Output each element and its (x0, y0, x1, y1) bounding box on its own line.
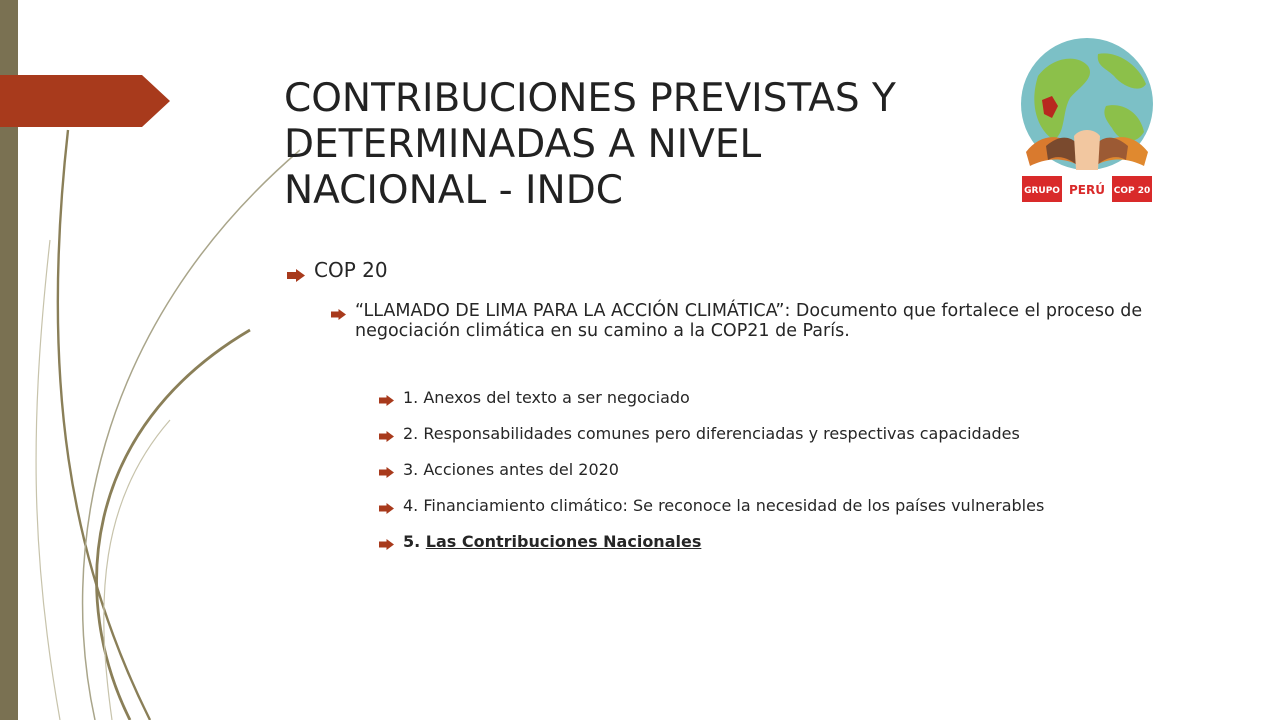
logo-text-peru: PERÚ (1069, 183, 1105, 197)
bullet-text-level1: COP 20 (314, 258, 388, 282)
arrow-right-icon (379, 500, 394, 517)
bullet-text-item: 1. Anexos del texto a ser negociado (403, 388, 690, 407)
list-item (379, 425, 1147, 445)
bullet-list (287, 258, 1147, 569)
arrow-right-icon (379, 428, 394, 445)
grupo-peru-cop20-logo (1018, 36, 1156, 206)
list-item (331, 301, 1147, 341)
list-item (379, 461, 1147, 481)
arrow-right-icon (379, 464, 394, 481)
list-item (379, 533, 1147, 553)
bullet-text-item: 2. Responsabilidades comunes pero diferenciadas y respectivas capacidades (403, 424, 1020, 443)
arrow-right-icon (287, 263, 305, 287)
bullet-text-item-prefix: 5. (403, 532, 426, 551)
bullet-text-item: 4. Financiamiento climático: Se reconoce la necesidad de los países vulnerables (403, 496, 1045, 515)
logo-text-grupo: GRUPO (1024, 186, 1060, 196)
title-accent-arrow (0, 75, 170, 127)
list-item (287, 258, 1147, 287)
logo-text-cop20: COP 20 (1113, 186, 1151, 196)
slide-title: CONTRIBUCIONES PREVISTAS Y DETERMINADAS A NIVEL NACIONAL - INDC (284, 76, 896, 213)
list-item (379, 497, 1147, 517)
bullet-text-item: 3. Acciones antes del 2020 (403, 460, 619, 479)
bullet-text-item-emphasis: Las Contribuciones Nacionales (425, 532, 702, 551)
list-item (379, 389, 1147, 409)
arrow-right-icon (379, 392, 394, 409)
arrow-right-icon (379, 536, 394, 553)
bullet-text-level2: “LLAMADO DE LIMA PARA LA ACCIÓN CLIMÁTICA”: Documento que fortalece el proceso de negociación climática en su camino a la COP21 de París. (355, 301, 1143, 341)
arrow-right-icon (331, 305, 346, 325)
